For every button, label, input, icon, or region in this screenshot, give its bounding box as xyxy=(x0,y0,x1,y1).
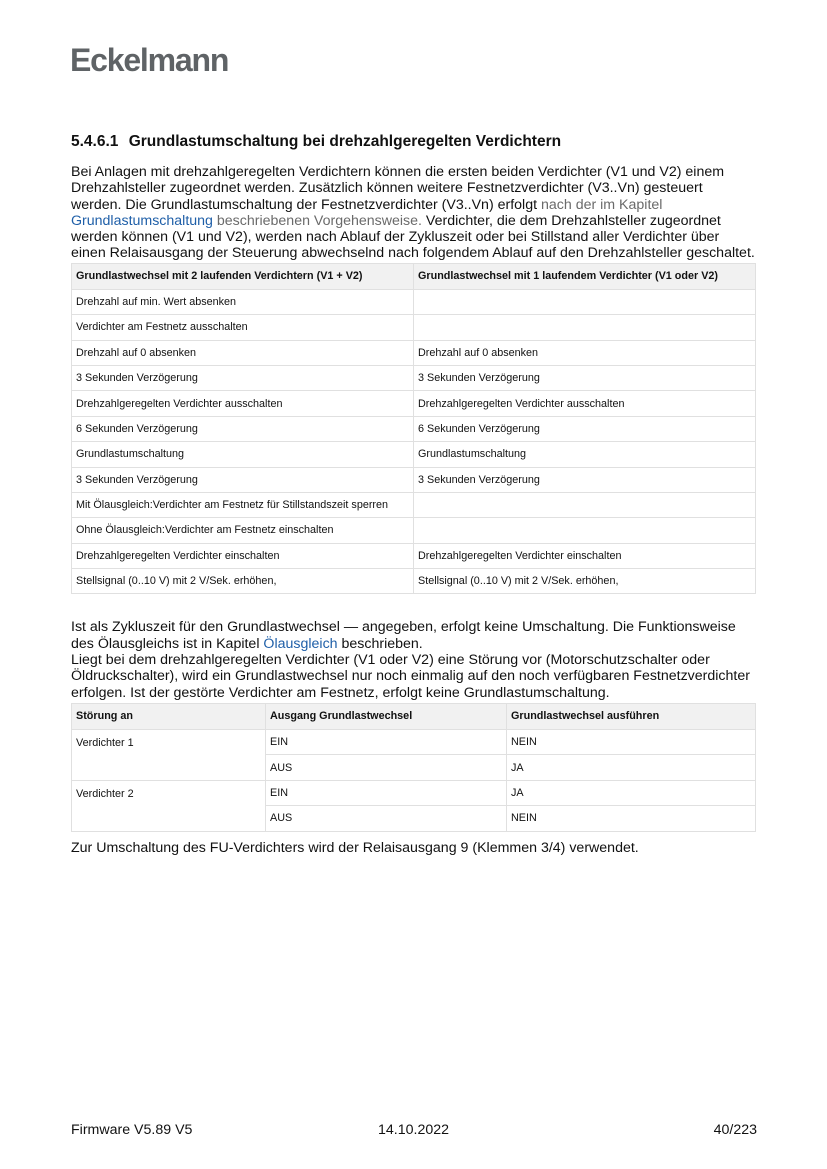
table-cell xyxy=(414,289,756,314)
table-cell: Ohne Ölausgleich:Verdichter am Festnetz einschalten xyxy=(72,518,414,543)
intro-grey-text-2: beschriebenen Vorgehensweise. xyxy=(212,212,422,229)
intro-paragraph xyxy=(71,164,757,262)
table-row xyxy=(72,416,756,441)
stoerung-paragraph: Liegt bei dem drehzahlgeregelten Verdichter (V1 oder V2) eine Störung vor (Motorschutzschalter oder Öldruckschalter), wird ein Grundlastwechsel nur noch einmalig auf den noch verfügbaren Festnetzverdichter erfolgen. Ist der gestörte Verdichter am Festnetz, erfolgt keine Grundlastumschaltung. xyxy=(71,652,750,701)
table-cell: AUS xyxy=(266,806,507,831)
table-cell-group-label: Verdichter 2 xyxy=(72,780,266,831)
table-cell: Drehzahlgeregelten Verdichter ausschalten xyxy=(414,391,756,416)
table-cell: EIN xyxy=(266,780,507,805)
table-cell: Grundlastumschaltung xyxy=(72,442,414,467)
table-cell: Grundlastumschaltung xyxy=(414,442,756,467)
table-cell: Drehzahl auf min. Wert absenken xyxy=(72,289,414,314)
table-cell: Stellsignal (0..10 V) mit 2 V/Sek. erhöhen, xyxy=(414,569,756,594)
table-cell: JA xyxy=(507,780,756,805)
table-header-row xyxy=(72,263,756,289)
page-content xyxy=(71,132,757,856)
table-cell: Drehzahlgeregelten Verdichter einschalten xyxy=(72,543,414,568)
intro-text-1: Bei Anlagen mit drehzahlgeregelten Verdichtern können die ersten beiden Verdichter (V1 und V2) einem Drehzahlsteller zugeordnet werden. Zusätzlich können weitere Festnetzverdichter (V3..Vn) gesteuert werden. Die Grundlastumschaltung der Festnetzverdichter (V3..Vn) erfolgt xyxy=(71,164,725,213)
table-cell: EIN xyxy=(266,729,507,754)
table-cell: Drehzahlgeregelten Verdichter einschalten xyxy=(414,543,756,568)
table-row xyxy=(72,289,756,314)
table-cell: Verdichter am Festnetz ausschalten xyxy=(72,315,414,340)
table-row xyxy=(72,467,756,492)
table-cell-group-label: Verdichter 1 xyxy=(72,729,266,780)
eckelmann-logo: Eckelmann xyxy=(70,42,229,78)
table-cell xyxy=(414,492,756,517)
table-cell: Mit Ölausgleich:Verdichter am Festnetz für Stillstandszeit sperren xyxy=(72,492,414,517)
table-row xyxy=(72,365,756,390)
table-row xyxy=(72,569,756,594)
zykluszeit-text: Ist als Zykluszeit für den Grundlastwechsel — angegeben, erfolgt keine Umschaltung. Die Funktionsweise des Ölausgleichs ist in Kapitel xyxy=(71,619,736,652)
column-header: Grundlastwechsel mit 1 laufendem Verdichter (V1 oder V2) xyxy=(414,263,756,289)
table-cell: Drehzahl auf 0 absenken xyxy=(72,340,414,365)
table-row xyxy=(72,780,756,805)
intro-grey-text-1: nach der im Kapitel xyxy=(540,196,663,213)
section-heading xyxy=(71,132,757,152)
table-cell: 3 Sekunden Verzögerung xyxy=(72,365,414,390)
table-cell: 3 Sekunden Verzögerung xyxy=(72,467,414,492)
intro-text-2: Verdichter, die dem Drehzahlsteller zugeordnet werden können (V1 und V2), werden nach Ablauf der Zykluszeit oder bei Stillstand aller Verdichter über einen Relaisausgang der Steuerung abwechselnd nach folgendem Ablauf auf den Drehzahlsteller geschaltet. xyxy=(71,212,755,262)
footer-firmware: Firmware V5.89 V5 xyxy=(71,1122,193,1138)
table-row xyxy=(72,729,756,754)
column-header: Grundlastwechsel mit 2 laufenden Verdichtern (V1 + V2) xyxy=(72,263,414,289)
table-cell xyxy=(414,315,756,340)
column-header: Ausgang Grundlastwechsel xyxy=(266,703,507,729)
closing-paragraph: Zur Umschaltung des FU-Verdichters wird der Relaisausgang 9 (Klemmen 3/4) verwendet. xyxy=(71,839,639,856)
table-cell: JA xyxy=(507,755,756,780)
link-grundlastumschaltung[interactable]: Grundlastumschaltung xyxy=(71,212,213,229)
link-oelausgleich[interactable]: Ölausgleich xyxy=(263,635,338,652)
table-cell: AUS xyxy=(266,755,507,780)
table-row xyxy=(72,340,756,365)
table-cell xyxy=(414,518,756,543)
footer-page-number: 40/223 xyxy=(713,1122,757,1138)
table-cell: 3 Sekunden Verzögerung xyxy=(414,365,756,390)
fault-table xyxy=(71,703,756,832)
zykluszeit-text-end: beschrieben. xyxy=(337,635,423,652)
table-row xyxy=(72,391,756,416)
table-row xyxy=(72,442,756,467)
table-row xyxy=(72,543,756,568)
table-cell: 6 Sekunden Verzögerung xyxy=(414,416,756,441)
table-cell: Drehzahlgeregelten Verdichter ausschalten xyxy=(72,391,414,416)
table-row xyxy=(72,492,756,517)
column-header: Grundlastwechsel ausführen xyxy=(507,703,756,729)
table-row xyxy=(72,315,756,340)
table-cell: 3 Sekunden Verzögerung xyxy=(414,467,756,492)
footer-date: 14.10.2022 xyxy=(378,1122,450,1138)
table-row xyxy=(72,518,756,543)
section-number: 5.4.6.1 xyxy=(71,133,119,150)
table-cell: Stellsignal (0..10 V) mit 2 V/Sek. erhöhen, xyxy=(72,569,414,594)
table-header-row xyxy=(72,703,756,729)
section-title: Grundlastumschaltung bei drehzahlgeregelten Verdichtern xyxy=(128,133,562,150)
zykluszeit-paragraph xyxy=(71,619,757,652)
sequence-table xyxy=(71,263,756,595)
table-cell: NEIN xyxy=(507,729,756,754)
table-cell: 6 Sekunden Verzögerung xyxy=(72,416,414,441)
column-header: Störung an xyxy=(72,703,266,729)
table-cell: NEIN xyxy=(507,806,756,831)
table-cell: Drehzahl auf 0 absenken xyxy=(414,340,756,365)
